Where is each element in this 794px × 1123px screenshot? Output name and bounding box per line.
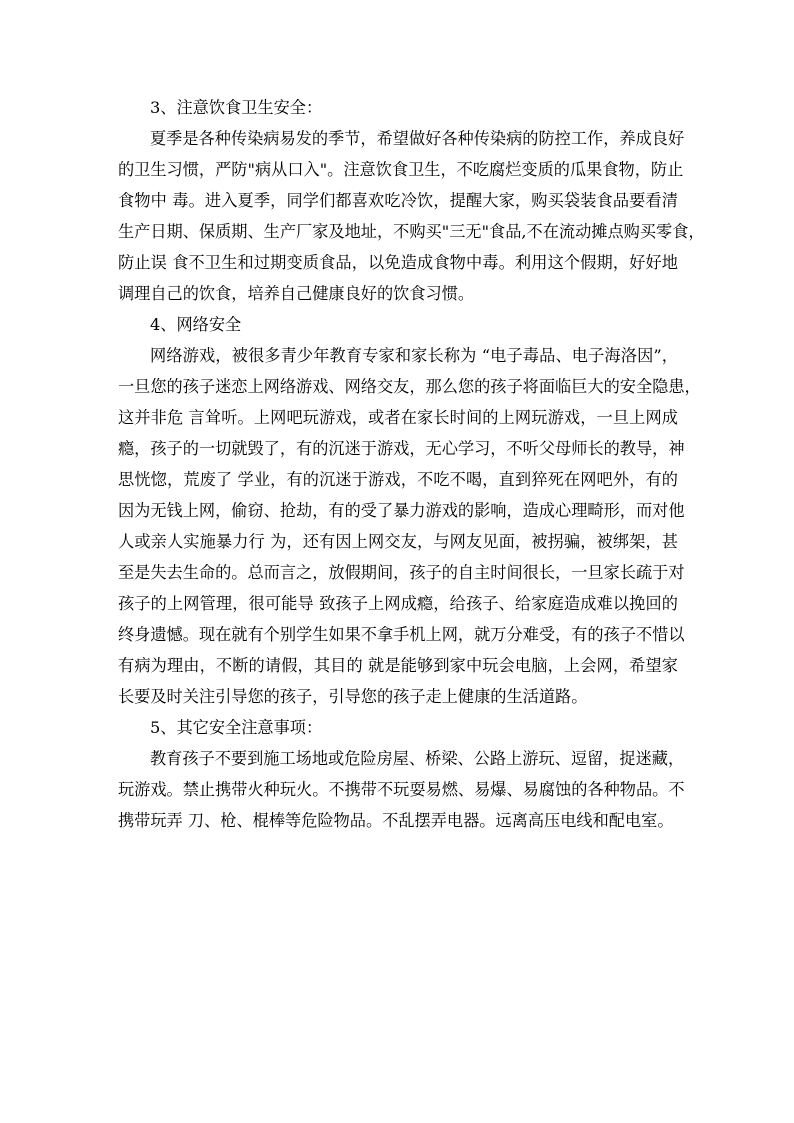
paragraph-line: 长要及时关注引导您的孩子，引导您的孩子走上健康的生活道路。 [118,687,588,706]
paragraph-line: 因为无钱上网，偷窃、抢劫，有的受了暴力游戏的影响，造成心理畸形，而对他 [118,501,685,520]
paragraph-line: 孩子的上网管理，很可能导 致孩子上网成瘾，给孩子、给家庭造成难以挽回的 [118,594,678,613]
paragraph-line: 食物中 毒。进入夏季，同学们都喜欢吃冷饮，提醒大家，购买袋装食品要看清 [118,191,678,210]
paragraph-line: 的卫生习惯，严防"病从口入"。注意饮食卫生，不吃腐烂变质的瓜果食物，防止 [118,160,684,179]
paragraph-line: 教育孩子不要到施工场地或危险房屋、桥梁、公路上游玩、逗留，捉迷藏， [150,749,685,768]
paragraph-line: 玩游戏。禁止携带火种玩火。不携带不玩耍易燃、易爆、易腐蚀的各种物品。不 [118,780,685,799]
paragraph-line: 有病为理由，不断的请假，其目的 就是能够到家中玩会电脑，上会网，希望家 [118,656,678,675]
paragraph-line: 网络游戏，被很多青少年教育专家和家长称为 “电子毒品、电子海洛因”， [150,346,678,365]
paragraph-line: 调理自己的饮食，培养自己健康良好的饮食习惯。 [118,284,475,303]
section-heading-food-safety: 3、注意饮食卫生安全： [150,98,323,117]
paragraph-line: 防止误 食不卫生和过期变质食品，以免造成食物中毒。利用这个假期，好好地 [118,253,678,272]
paragraph-line: 终身遗憾。现在就有个别学生如果不拿手机上网，就万分难受，有的孩子不惜以 [118,625,685,644]
section-heading-network-safety: 4、网络安全 [150,315,242,334]
document-body [118,92,705,836]
paragraph-line: 夏季是各种传染病易发的季节，希望做好各种传染病的防控工作，养成良好 [150,129,685,148]
paragraph-line: 人或亲人实施暴力行 为，还有因上网交友，与网友见面，被拐骗，被绑架，甚 [118,532,678,551]
paragraph-line: 思恍惚，荒废了 学业，有的沉迷于游戏，不吃不喝，直到猝死在网吧外，有的 [118,470,678,489]
paragraph-line: 携带玩弄 刀、枪、棍棒等危险物品。不乱摆弄电器。远离高压电线和配电室。 [118,811,674,830]
paragraph-line: 这并非危 言耸听。上网吧玩游戏，或者在家长时间的上网玩游戏，一旦上网成 [118,408,678,427]
paragraph-line: 一旦您的孩子迷恋上网络游戏、网络交友，那么您的孩子将面临巨大的安全隐患， [118,377,701,396]
paragraph-line: 至是失去生命的。总而言之，放假期间，孩子的自主时间很长，一旦家长疏于对 [118,563,685,582]
section-heading-other-safety: 5、其它安全注意事项： [150,718,323,737]
paragraph-line: 瘾，孩子的一切就毁了，有的沉迷于游戏，无心学习，不听父母师长的教导，神 [118,439,685,458]
paragraph-line: 生产日期、保质期、生产厂家及地址，不购买"三无"食品,不在流动摊点购买零食， [118,222,705,241]
